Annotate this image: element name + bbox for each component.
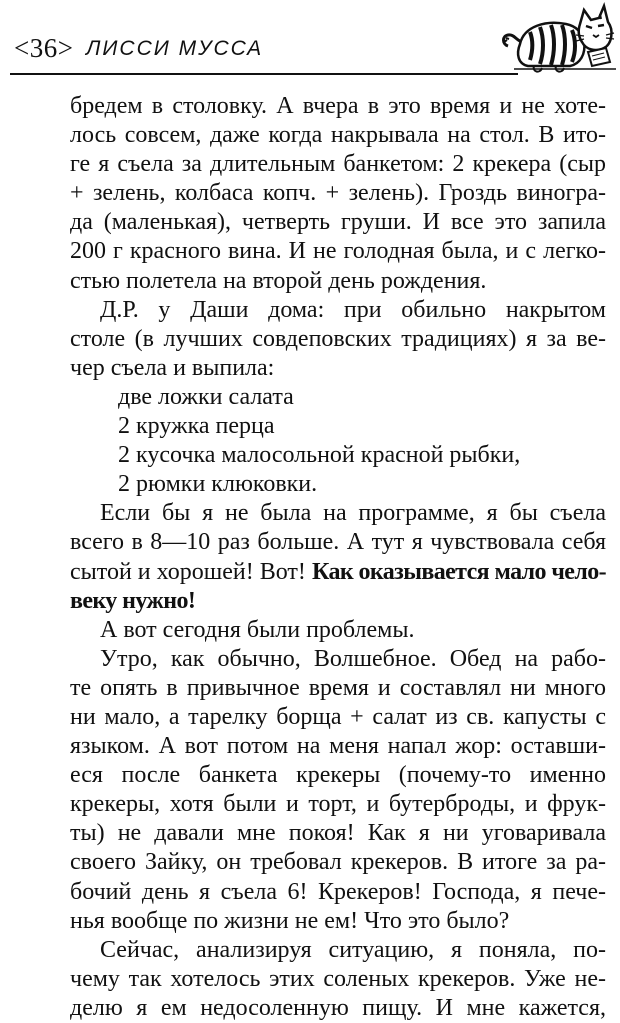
text-line: 2 рюмки клюковки. — [118, 471, 318, 498]
text-line: делю я ем недосоленную пищу. И мне кажется, — [70, 994, 606, 1021]
text-line: всего в 8—10 раз больше. А тут я чувствовала себя — [70, 529, 606, 556]
body-text — [70, 92, 606, 1023]
header-rule — [10, 73, 518, 75]
text-line: А вот сегодня были проблемы. — [100, 616, 415, 643]
text-line: Д.Р. у Даши дома: при обильно накрытом — [100, 296, 606, 323]
bold-text: Как оказывается мало чело- — [311, 558, 607, 585]
text-line: ге я съела за длительным банкетом: 2 крекера (сыр — [70, 151, 606, 178]
text-line: языком. А вот потом на меня напал жор: оставши- — [70, 733, 606, 760]
text-line: 200 г красного вина. И не голодная была, и с легко- — [70, 238, 606, 265]
page-header — [0, 0, 620, 90]
text-line: лось совсем, даже когда накрывала на стол. В ито- — [70, 122, 606, 149]
text-line — [70, 587, 606, 616]
running-title: ЛИССИ МУССА — [86, 37, 264, 60]
striped-cat-icon — [500, 2, 618, 78]
text-line: Утро, как обычно, Волшебное. Обед на рабо- — [100, 645, 606, 672]
text-line: крекеры, хотя были и торт, и бутерброды, и фрук- — [70, 791, 606, 818]
page-number: <36> — [14, 33, 74, 63]
text-line: + зелень, колбаса копч. + зелень). Гроздь виногра- — [70, 180, 606, 207]
text-fragment: сытой и хорошей! Вот! — [70, 558, 306, 585]
text-line: да (маленькая), четверть груши. И все это запила — [70, 209, 606, 236]
text-line: ты) не давали мне покоя! Как я ни уговаривала — [70, 820, 606, 847]
text-line: те опять в привычное время и составлял ни много — [70, 674, 606, 701]
bold-text: веку нужно! — [70, 587, 196, 614]
text-line: бредем в столовку. А вчера в это время и не хоте- — [70, 93, 606, 119]
text-line: нья вообще по жизни не ем! Что это было? — [70, 907, 510, 934]
text-line: Сейчас, анализируя ситуацию, я поняла, по- — [100, 936, 606, 963]
text-line: еся после банкета крекеры (почему-то именно — [70, 762, 606, 789]
text-line — [70, 558, 606, 587]
text-line: чер съела и выпила: — [70, 354, 275, 381]
text-line: Если бы я не была на программе, я бы съела — [100, 500, 606, 527]
text-line: 2 кружка перца — [118, 413, 275, 440]
text-line: своего Зайку, он требовал крекеров. В итоге за ра- — [70, 849, 606, 876]
text-line: стью полетела на второй день рождения. — [70, 267, 487, 294]
text-line: две ложки салата — [118, 383, 294, 410]
text-line: 2 кусочка малосольной красной рыбки, — [118, 442, 521, 469]
text-line: столе (в лучших совдеповских традициях) я за ве- — [70, 325, 606, 352]
text-line: бочий день я съела 6! Крекеров! Господа, я пече- — [70, 878, 606, 905]
text-line: ни мало, а тарелку борща + салат из св. капусты с — [70, 703, 606, 730]
text-line: чему так хотелось этих соленых крекеров. Уже не- — [70, 965, 606, 992]
